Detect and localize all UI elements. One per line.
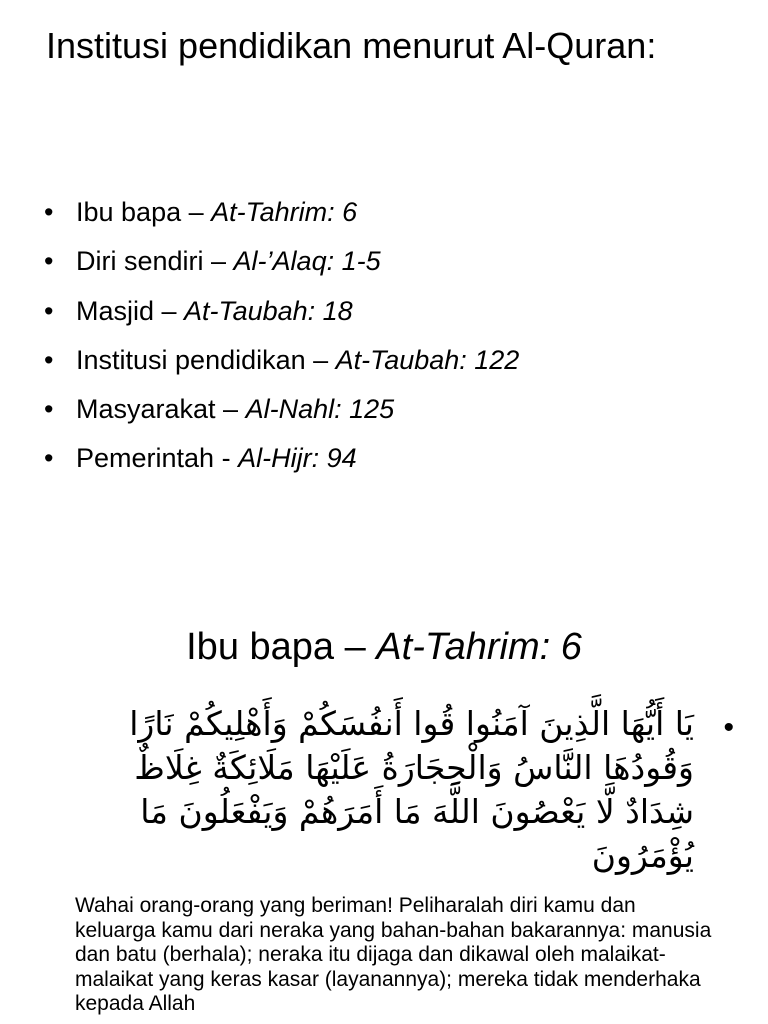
item-reference: At-Taubah: 122 (335, 344, 520, 375)
item-reference: Al-Hijr: 94 (238, 443, 357, 474)
item-label: Masjid – (76, 295, 185, 326)
item-label: Pemerintah - (76, 443, 239, 474)
item-reference: Al-’Alaq: 1-5 (233, 246, 381, 277)
title-reference: At-Tahrim: 6 (376, 626, 582, 668)
bullet-icon: • (44, 295, 54, 326)
arabic-verse: يَا أَيُّهَا الَّذِينَ آمَنُوا قُوا أَنفُسَكُمْ وَأَهْلِيكُمْ نَارًا وَقُودُهَا النَّاسُ وَالْحِجَارَةُ عَلَيْهَا مَلَائِكَةٌ غِلَاظٌ شِدَادٌ لَّا يَعْصُونَ اللَّهَ مَا أَمَرَهُمْ وَيَفْعَلُونَ مَا يُؤْمَرُونَ (129, 704, 694, 875)
list-item (44, 188, 519, 237)
item-reference: At-Tahrim: 6 (211, 197, 358, 227)
item-label: Masyarakat – (76, 394, 246, 425)
item-reference: At-Taubah: 18 (184, 295, 353, 326)
slide-2 (0, 560, 768, 1024)
item-label: Ibu bapa – (76, 197, 212, 227)
bullet-icon: • (44, 344, 54, 375)
institution-list (44, 188, 519, 484)
bullet-icon: • (723, 711, 734, 744)
bullet-icon: • (44, 443, 54, 474)
list-item (44, 237, 519, 286)
bullet-icon: • (44, 246, 54, 277)
item-label: Diri sendiri – (76, 246, 234, 277)
arabic-verse-block (66, 702, 734, 878)
item-label: Institusi pendidikan – (76, 344, 336, 375)
item-reference: Al-Nahl: 125 (245, 394, 395, 425)
list-item (44, 385, 519, 434)
list-item (44, 434, 519, 483)
bullet-icon: • (44, 394, 54, 425)
list-item (44, 287, 519, 336)
verse-translation: Wahai orang-orang yang beriman! Peliharalah diri kamu dan keluarga kamu dari neraka yang bahan-bahan bakarannya: manusia dan batu (berhala); neraka itu dijaga dan dikawal oleh malaikat-malaikat yang keras kasar (layanannya); mereka tidak menderhaka kepada Allah (75, 894, 712, 1016)
list-item (44, 336, 519, 385)
bullet-icon: • (44, 197, 54, 227)
slide-title: Institusi pendidikan menurut Al-Quran: (46, 25, 657, 66)
slide-title (0, 622, 768, 672)
title-label: Ibu bapa – (186, 626, 377, 668)
